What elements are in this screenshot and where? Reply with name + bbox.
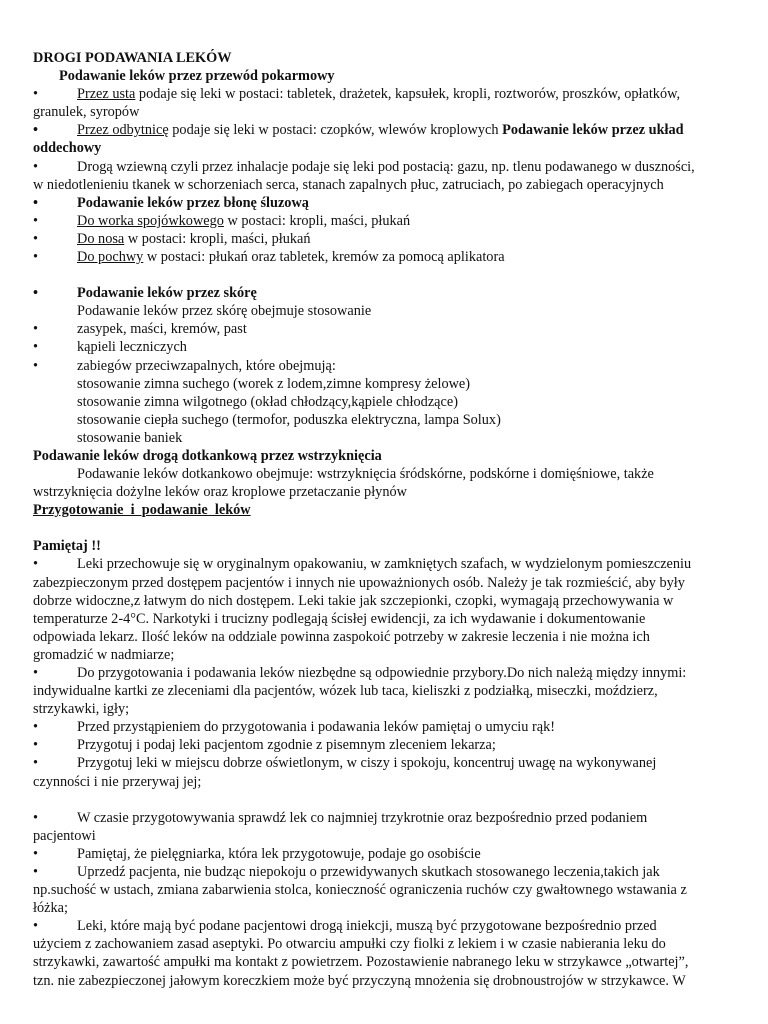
sub-item: stosowanie zimna suchego (worek z lodem,zimne kompresy żelowe) [77,375,471,392]
blank-line [33,519,728,537]
bullet: • [33,285,39,302]
list-item [33,194,728,212]
list-item: • Do przygotowania i podawania leków niezbędne są odpowiednie przybory.Do nich należą między innymi: [33,665,687,681]
list-item-continuation: np.suchość w ustach, zmiana zabarwienia stolca, konieczność ograniczenia ruchów czy gwałtownego wstawania z [33,882,687,899]
sub-item: stosowanie baniek [77,429,183,446]
bullet: • [33,809,39,826]
bullet: • [33,863,39,880]
list-item: • Do nosa w postaci: kropli, maści, płukań [33,230,311,247]
list-item: • Przed przystąpieniem do przygotowania i podawania leków pamiętaj o umyciu rąk! [33,719,555,736]
section-heading-injection: Podawanie leków drogą dotkankową przez wstrzyknięcia [33,447,382,464]
blank-line [33,791,728,809]
list-item: • Leki, które mają być podane pacjentowi drogą iniekcji, muszą być przygotowane bezpośrednio przed [33,918,657,935]
list-item-continuation: strzykawki, igły; [33,701,130,718]
paragraph-continuation: wstrzyknięcia dożylne leków oraz kroplowe przetaczanie płynów [33,484,407,501]
list-item-continuation: temperaturze 2-4°C. Narkotyki i trucizny podlegają ścisłej ewidencji, za ich wydawanie i dokumentowanie [33,610,646,627]
bullet: • [33,357,39,374]
section-heading-preparation: Przygotowanie i podawanie leków [33,502,251,519]
list-item-continuation: użyciem z zachowaniem zasad aseptyki. Po otwarciu ampułki czy fiolki z lekiem i w czasie nabierania leku do [33,936,666,953]
list-item: • zasypek, maści, kremów, past [33,321,247,338]
bullet: • [33,755,39,772]
route-link: Do nosa [77,230,125,247]
bullet: • [33,719,39,736]
document-title: DROGI PODAWANIA LEKÓW [33,50,232,66]
sub-item: stosowanie ciepła suchego (termofor, poduszka elektryczna, lampa Solux) [77,411,501,428]
list-item: • zabiegów przeciwzapalnych, które obejmują: [33,357,336,374]
bullet: • [33,339,39,356]
list-item: • Przygotuj i podaj leki pacjentom zgodnie z pisemnym zleceniem lekarza; [33,737,496,754]
list-item: • Pamiętaj, że pielęgniarka, która lek przygotowuje, podaje go osobiście [33,845,481,862]
list-item-continuation: pacjentowi [33,827,96,844]
bullet: • [33,737,39,754]
list-item: • Przez usta podaje się leki w postaci: tabletek, drażetek, kapsułek, kropli, roztworów, proszków, opłatków, [33,86,681,103]
bullet: • [33,918,39,935]
bullet: • [33,122,39,139]
list-item-continuation: strzykawki, zawartość ampułki ma kontakt z powietrzem. Pozostawienie nabranego leku w strzykawce „otwartej”, [33,954,689,971]
route-link: Do pochwy [77,249,144,266]
section-heading-mucosa: Podawanie leków przez błonę śluzową [77,194,309,211]
route-link: Do worka spojówkowego [77,212,224,229]
list-item-continuation: łóżka; [33,900,68,917]
list-item: • W czasie przygotowywania sprawdź lek co najmniej trzykrotnie oraz bezpośrednio przed podaniem [33,809,648,826]
list-item-continuation: granulek, syropów [33,104,140,121]
list-item-continuation: zabezpieczonym przed dostępem pacjentów i innych nie upoważnionych osób. Należy je tak rozmieścić, aby były [33,574,685,591]
list-item: • Przez odbytnicę podaje się leki w postaci: czopków, wlewów kroplowych Podawanie leków przez układ [33,122,684,139]
list-item: • Drogą wziewną czyli przez inhalacje podaje się leki pod postacią: gazu, np. tlenu podawanego w duszności, [33,158,695,175]
paragraph: Podawanie leków dotkankowo obejmuje: wstrzyknięcia śródskórne, podskórne i domięśniowe, także [77,466,654,483]
bullet: • [33,158,39,175]
bullet: • [33,321,39,338]
route-mouth: Przez usta [77,86,136,103]
paragraph: Podawanie leków przez skórę obejmuje stosowanie [77,303,372,320]
bullet: • [33,249,39,266]
section-heading-skin: Podawanie leków przez skórę [77,285,257,302]
sub-item: stosowanie zimna wilgotnego (okład chłodzący,kąpiele chłodzące) [77,393,458,410]
list-item: • Do pochwy w postaci: płukań oraz tabletek, kremów za pomocą aplikatora [33,249,505,266]
blank-line [33,266,728,284]
list-item-continuation: dobrze widoczne,z łatwym do nich dostępem. Leki takie jak szczepionki, czopki, wymagają przechowywania w [33,592,674,609]
bullet: • [33,556,39,573]
route-rectum: Przez odbytnicę [77,122,169,139]
bullet: • [33,86,39,103]
list-item: • Przygotuj leki w miejscu dobrze oświetlonym, w ciszy i spokoju, koncentruj uwagę na wykonywanej [33,755,657,772]
list-item [33,284,728,302]
bullet: • [33,845,39,862]
section-heading-digestive: Podawanie leków przez przewód pokarmowy [59,68,335,85]
list-item-continuation: tzn. nie zabezpieczonej jałowym koreczkiem może być przyczyną mnożenia się drobnoustrojów w strzykawce. W [33,972,686,989]
list-item: • kąpieli leczniczych [33,339,187,356]
bullet: • [33,230,39,247]
bullet: • [33,212,39,229]
bullet: • [33,194,39,211]
section-heading-respiratory: Podawanie leków przez układ [502,122,684,139]
list-item-continuation: czynności i nie przerywaj jej; [33,773,202,790]
list-item-continuation: indywidualne kartki ze zleceniami dla pacjentów, wózek lub taca, kieliszki z podziałką, miseczki, moździerz, [33,683,658,700]
section-heading-respiratory-cont: oddechowy [33,140,102,157]
list-item-continuation: gromadzić w nadmiarze; [33,646,175,663]
list-item-continuation: odpowiada lekarz. Ilość leków na oddziale powinna zaspokoić potrzeby w zakresie leczenia i nie można ich [33,628,650,645]
list-item: • Do worka spojówkowego w postaci: kropli, maści, płukań [33,212,411,229]
list-item: • Uprzedź pacjenta, nie budząc niepokoju o przewidywanych skutkach stosowanego leczenia,takich jak [33,863,660,880]
list-item: • Leki przechowuje się w oryginalnym opakowaniu, w zamkniętych szafach, w wydzielonym pomieszczeniu [33,556,692,573]
list-item-continuation: w niedotlenieniu tkanek w schorzeniach serca, stanach zapalnych płuc, zatruciach, po zabiegach operacyjnych [33,176,664,193]
bullet: • [33,665,39,681]
remember-heading: Pamiętaj !! [33,538,101,555]
